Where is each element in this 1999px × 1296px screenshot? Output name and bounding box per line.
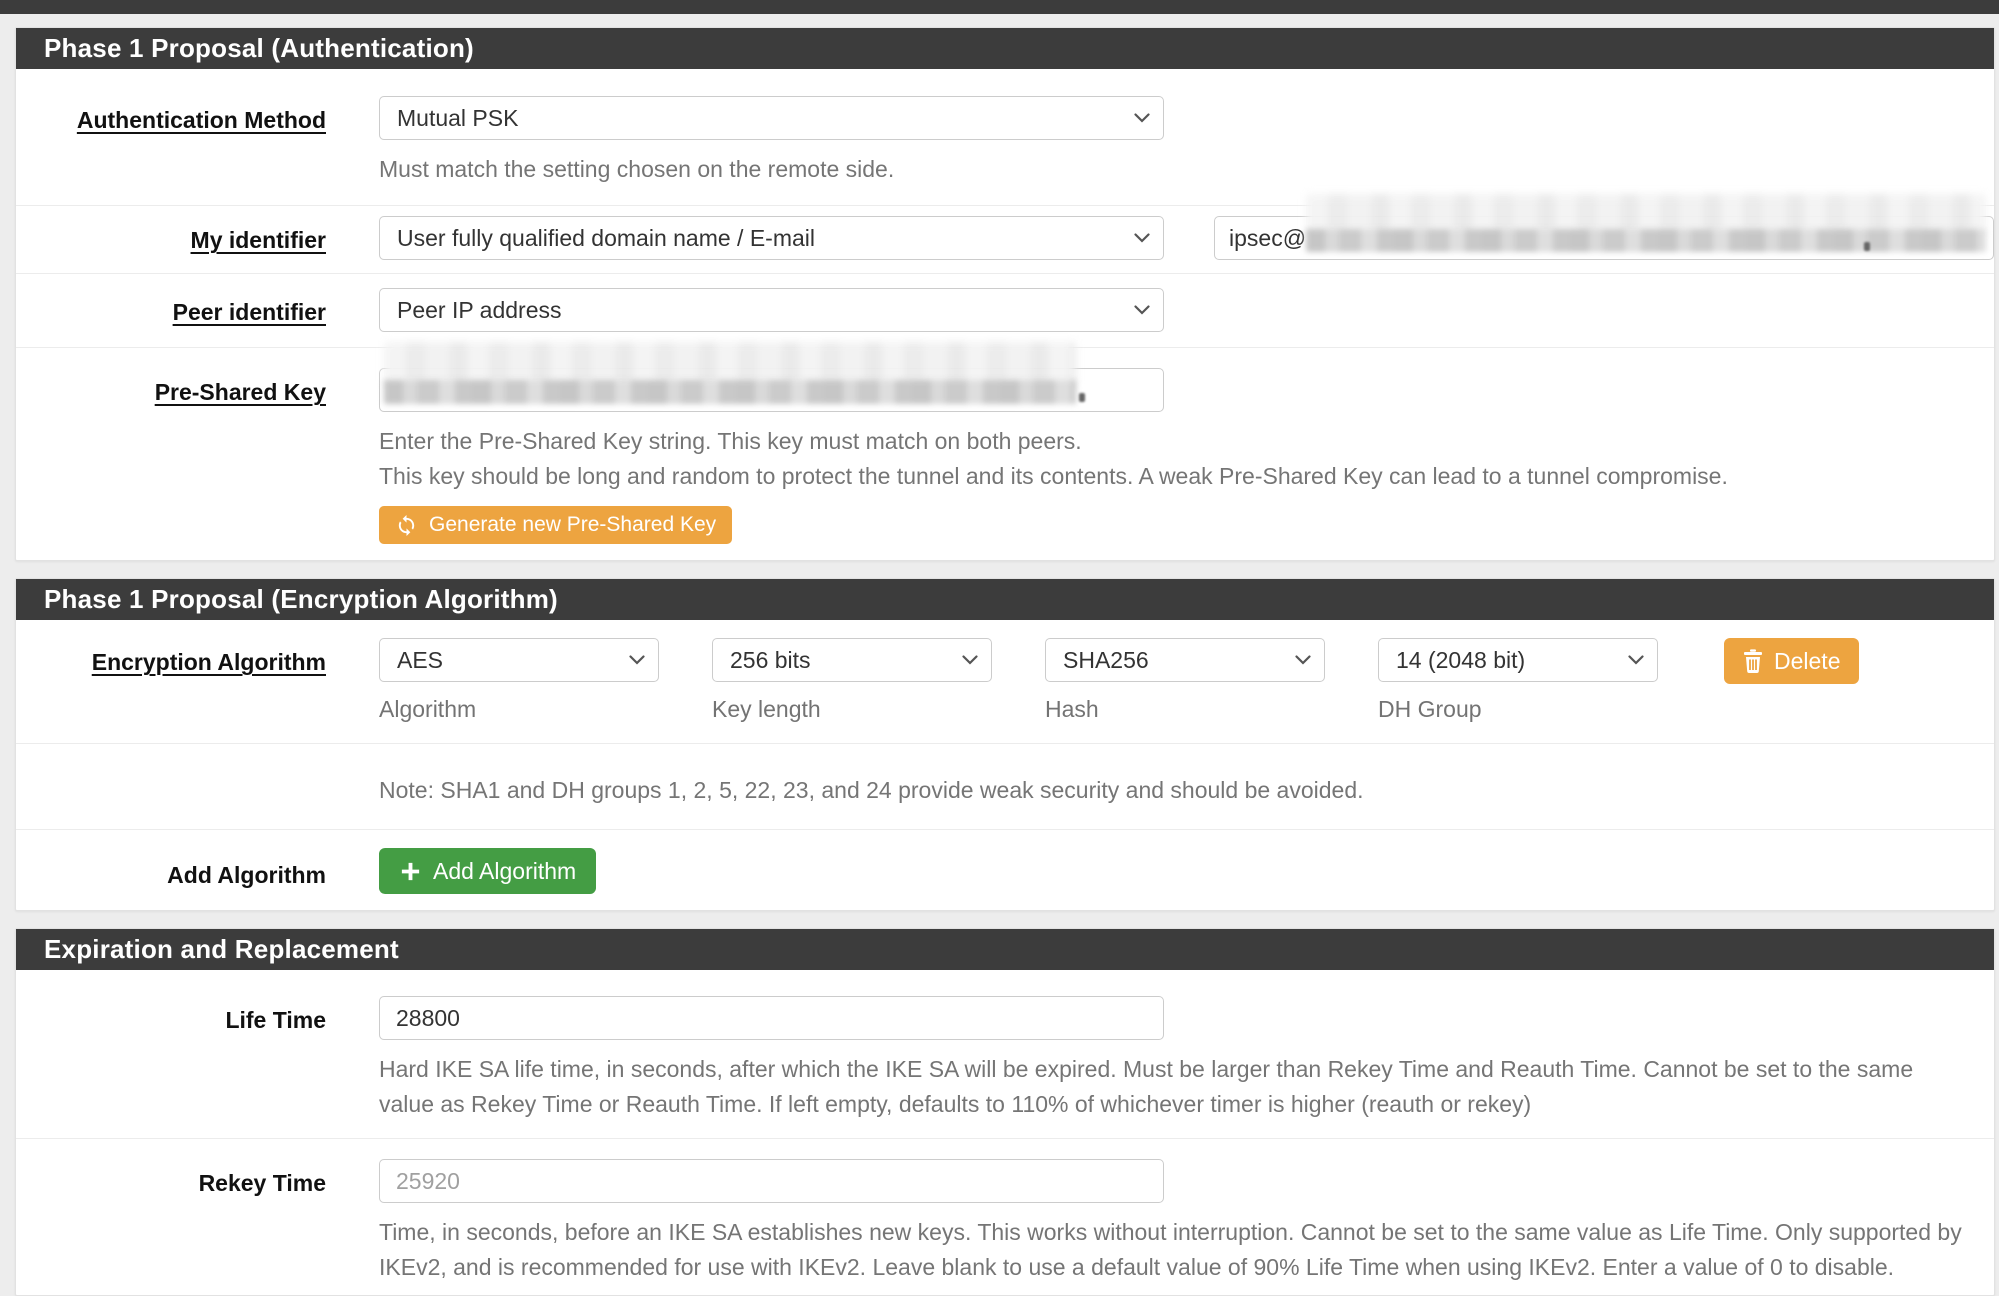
peer-identifier-select[interactable]	[379, 288, 1164, 332]
panel-expiration-replacement	[15, 928, 1995, 1296]
previous-panel-edge	[0, 0, 1999, 14]
chevron-down-icon	[1295, 655, 1311, 665]
peer-identifier-value: Peer IP address	[397, 296, 562, 323]
add-algorithm-button[interactable]	[379, 848, 596, 894]
row-authentication-method	[16, 69, 1994, 206]
key-length-caption: Key length	[712, 696, 821, 722]
pre-shared-key-help-1: Enter the Pre-Shared Key string. This key must match on both peers.	[379, 428, 1082, 454]
life-time-label: Life Time	[225, 1007, 326, 1033]
hash-caption: Hash	[1045, 696, 1099, 722]
authentication-method-label: Authentication Method	[76, 107, 326, 133]
dh-group-group	[1378, 638, 1658, 723]
pre-shared-key-help-2: This key should be long and random to protect the tunnel and its contents. A weak Pre-Shared Key can lead to a tunnel compromise.	[379, 463, 1728, 489]
row-add-algorithm	[16, 830, 1994, 910]
refresh-icon	[395, 514, 418, 537]
hash-select[interactable]	[1045, 638, 1325, 682]
my-identifier-value: User fully qualified domain name / E-mail	[397, 224, 816, 251]
my-identifier-prefix: ipsec@	[1229, 224, 1307, 251]
panel-title-encryption: Phase 1 Proposal (Encryption Algorithm)	[16, 579, 1994, 620]
rekey-time-input[interactable]	[379, 1159, 1164, 1203]
generate-psk-button[interactable]	[379, 506, 732, 544]
authentication-method-select[interactable]	[379, 96, 1164, 140]
hash-value: SHA256	[1063, 646, 1149, 673]
row-pre-shared-key	[16, 348, 1994, 560]
row-peer-identifier	[16, 274, 1994, 348]
add-algorithm-label: Add Algorithm	[167, 862, 326, 888]
my-identifier-select[interactable]	[379, 216, 1164, 260]
redacted-text	[1864, 242, 1870, 251]
dh-group-value: 14 (2048 bit)	[1396, 646, 1526, 673]
my-identifier-label: My identifier	[190, 227, 326, 253]
life-time-input[interactable]	[379, 996, 1164, 1040]
hash-group	[1045, 638, 1325, 723]
encryption-algorithm-label: Encryption Algorithm	[91, 649, 326, 675]
chevron-down-icon	[1134, 113, 1150, 123]
pre-shared-key-input[interactable]	[379, 368, 1164, 412]
algorithm-select[interactable]	[379, 638, 659, 682]
row-encryption-note	[16, 744, 1994, 830]
panel-title-expiration: Expiration and Replacement	[16, 929, 1994, 970]
ipsec-phase1-form	[0, 14, 1999, 1296]
my-identifier-value-input[interactable]	[1214, 216, 1994, 260]
chevron-down-icon	[1628, 655, 1644, 665]
chevron-down-icon	[1134, 305, 1150, 315]
encryption-note: Note: SHA1 and DH groups 1, 2, 5, 22, 23, and 24 provide weak security and should be avoided.	[379, 777, 1364, 803]
add-algorithm-button-label: Add Algorithm	[433, 857, 577, 884]
row-rekey-time	[16, 1139, 1994, 1295]
algorithm-group	[379, 638, 659, 723]
dh-group-select[interactable]	[1378, 638, 1658, 682]
peer-identifier-label: Peer identifier	[172, 299, 326, 325]
algorithm-value: AES	[397, 646, 444, 673]
authentication-method-value: Mutual PSK	[397, 104, 519, 131]
life-time-help: Hard IKE SA life time, in seconds, after which the IKE SA will be expired. Must be larger than Rekey Time and Reauth Time. Cannot be set to the same value as Rekey Time or Reauth Time. If left empty, defaults to 110% of whichever timer is higher (reauth or rekey)	[379, 1056, 1914, 1117]
row-life-time	[16, 970, 1994, 1139]
algorithm-caption: Algorithm	[379, 696, 477, 722]
row-my-identifier	[16, 206, 1994, 274]
panel-title-authentication: Phase 1 Proposal (Authentication)	[16, 28, 1994, 69]
authentication-method-help: Must match the setting chosen on the remote side.	[379, 156, 895, 182]
delete-algorithm-button[interactable]	[1724, 638, 1859, 684]
redacted-text	[1079, 393, 1085, 402]
chevron-down-icon	[962, 655, 978, 665]
key-length-group	[712, 638, 992, 723]
key-length-value: 256 bits	[730, 646, 811, 673]
chevron-down-icon	[1134, 233, 1150, 243]
generate-psk-button-label: Generate new Pre-Shared Key	[429, 513, 717, 536]
panel-phase1-encryption	[15, 578, 1995, 911]
plus-icon	[399, 860, 422, 883]
dh-group-caption: DH Group	[1378, 696, 1482, 722]
pre-shared-key-label: Pre-Shared Key	[154, 379, 326, 405]
rekey-time-help: Time, in seconds, before an IKE SA establishes new keys. This works without interruption. Cannot be set to the same value as Life Time. Only supported by IKEv2, and is recommended for use with IKEv2. Leave blank to use a default value of 90% Life Time when using IKEv2. Enter a value of 0 to disable.	[379, 1219, 1962, 1280]
trash-icon	[1743, 649, 1763, 673]
rekey-time-label: Rekey Time	[198, 1170, 326, 1196]
delete-button-label: Delete	[1774, 647, 1841, 674]
chevron-down-icon	[629, 655, 645, 665]
panel-phase1-authentication	[15, 27, 1995, 561]
key-length-select[interactable]	[712, 638, 992, 682]
row-encryption-algorithm	[16, 620, 1994, 744]
